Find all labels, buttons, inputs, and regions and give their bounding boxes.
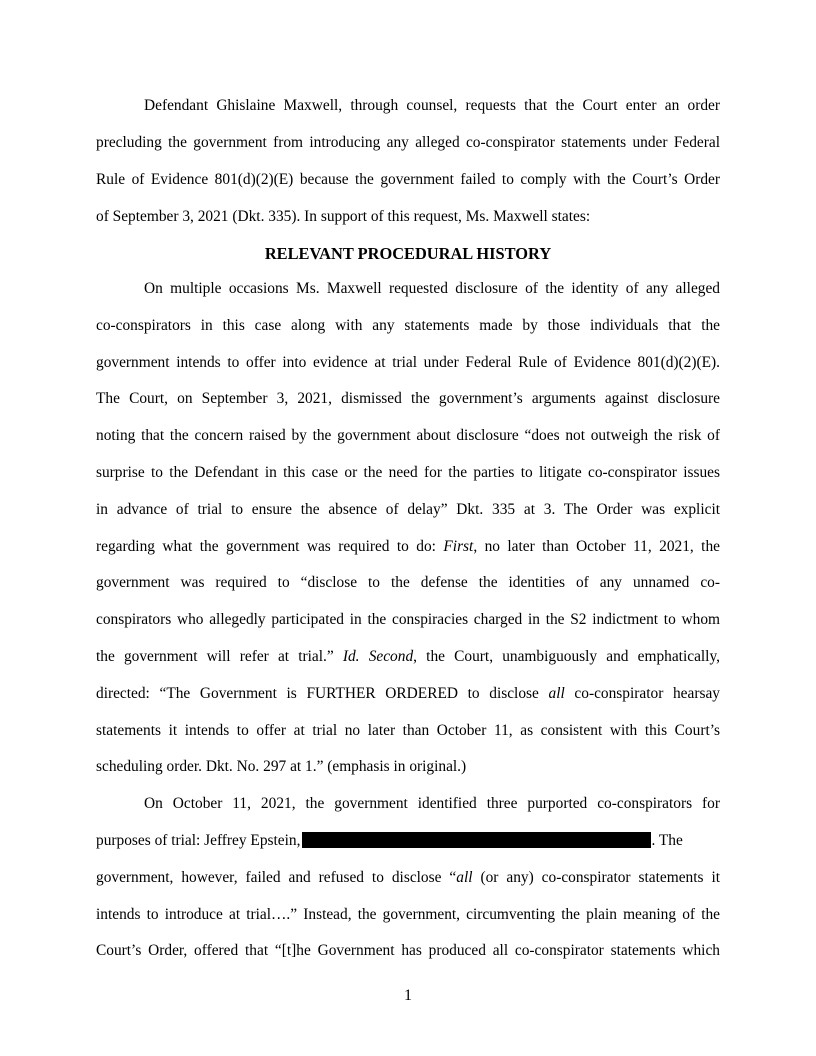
history-line-7: in advance of trial to ensure the absence of delay” Dkt. 335 at 3. The Order was explicit xyxy=(96,501,720,518)
intro-line-2: precluding the government from introducing any alleged co-conspirator statements under Federal xyxy=(96,134,720,151)
history-line-8-italic: First xyxy=(443,538,474,555)
history-line-3: government intends to offer into evidence at trial under Federal Rule of Evidence 801(d)(2)(E). xyxy=(96,354,720,371)
history-line-4: The Court, on September 3, 2021, dismissed the government’s arguments against disclosure xyxy=(96,390,720,407)
history-line-12 xyxy=(96,683,720,705)
history-line-11-second: Second xyxy=(368,648,414,665)
october-line-1: On October 11, 2021, the government identified three purported co-conspirators for xyxy=(144,795,720,812)
history-line-11 xyxy=(96,646,720,668)
october-line-4: intends to introduce at trial….” Instead, the government, circumventing the plain meaning of the xyxy=(96,906,720,923)
section-heading: RELEVANT PROCEDURAL HISTORY xyxy=(264,244,552,263)
history-line-6: surprise to the Defendant in this case or the need for the parties to litigate co-conspirator issues xyxy=(96,464,720,481)
october-line-3-a: government, however, failed and refused to disclose “ xyxy=(96,869,457,886)
intro-line-1: Defendant Ghislaine Maxwell, through counsel, requests that the Court enter an order xyxy=(144,97,720,114)
history-line-12-a: directed: “The Government is FURTHER ORDERED to disclose xyxy=(96,685,549,702)
october-line-2 xyxy=(96,830,720,852)
history-line-8-a: regarding what the government was required to do: xyxy=(96,538,444,555)
history-line-11-b: , the Court, unambiguously and emphatically, xyxy=(413,648,720,665)
page-number: 1 xyxy=(404,987,412,1004)
october-line-3-b: (or any) co-conspirator statements it xyxy=(472,869,721,886)
history-line-12-b: co-conspirator hearsay xyxy=(564,685,720,702)
history-line-2: co-conspirators in this case along with any statements made by those individuals that the xyxy=(96,317,720,334)
october-line-2-a: purposes of trial: Jeffrey Epstein, xyxy=(96,832,301,849)
history-line-12-italic: all xyxy=(548,685,565,702)
history-line-9: government was required to “disclose to the defense the identities of any unnamed co- xyxy=(96,574,720,591)
history-line-8-b: , no later than October 11, 2021, the xyxy=(473,538,720,555)
history-line-14: scheduling order. Dkt. No. 297 at 1.” (emphasis in original.) xyxy=(96,758,467,775)
history-line-11-id: Id. xyxy=(342,648,360,665)
history-line-10: conspirators who allegedly participated in the conspiracies charged in the S2 indictment to whom xyxy=(96,611,720,628)
october-line-3-italic: all xyxy=(456,869,473,886)
history-line-8 xyxy=(96,536,720,558)
history-line-1: On multiple occasions Ms. Maxwell requested disclosure of the identity of any alleged xyxy=(144,280,720,297)
october-line-3 xyxy=(96,867,720,889)
redaction-bar xyxy=(302,832,651,848)
intro-line-3: Rule of Evidence 801(d)(2)(E) because the government failed to comply with the Court’s Order xyxy=(96,171,720,188)
history-line-5: noting that the concern raised by the government about disclosure “does not outweigh the risk of xyxy=(96,427,720,444)
october-line-5: Court’s Order, offered that “[t]he Government has produced all co-conspirator statements which xyxy=(96,942,720,959)
history-line-13: statements it intends to offer at trial no later than October 11, as consistent with this Court’s xyxy=(96,722,720,739)
intro-line-4: of September 3, 2021 (Dkt. 335). In support of this request, Ms. Maxwell states: xyxy=(96,208,591,225)
october-line-2-b: . The xyxy=(651,832,683,849)
history-line-11-a: the government will refer at trial.” xyxy=(96,648,343,665)
